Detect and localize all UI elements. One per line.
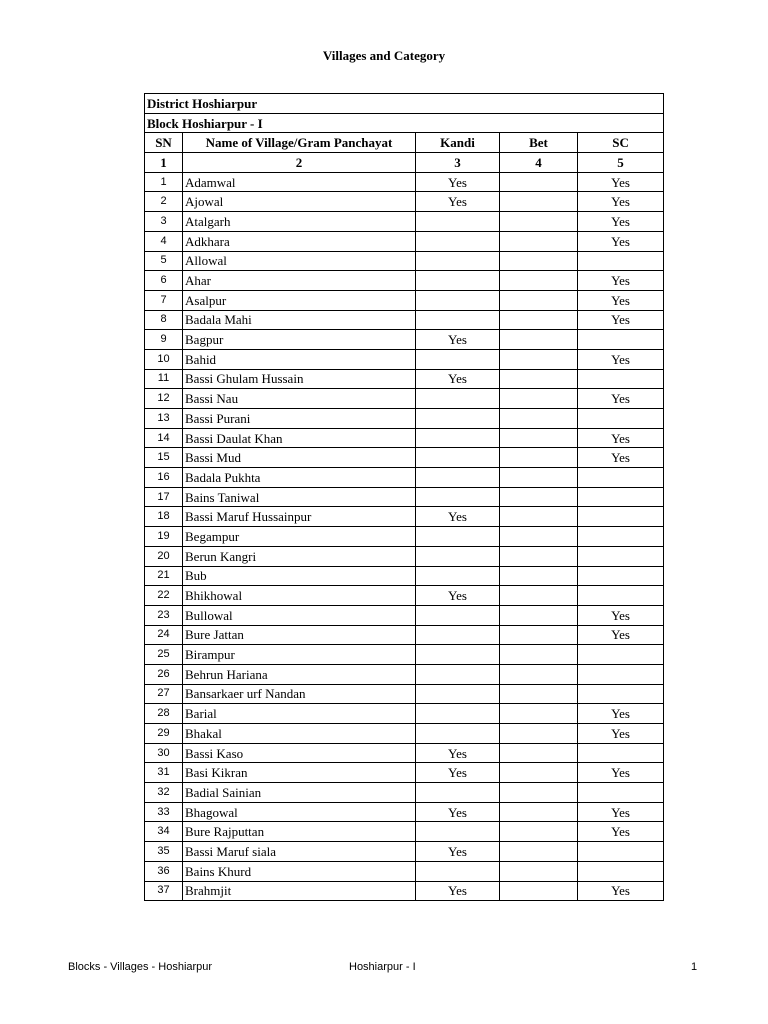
villages-table-body	[145, 94, 664, 901]
row-village-name: Atalgarh	[183, 212, 416, 232]
row-kandi	[416, 389, 500, 409]
row-village-name: Bassi Mud	[183, 448, 416, 468]
row-village-name: Basi Kikran	[183, 763, 416, 783]
row-kandi	[416, 290, 500, 310]
table-row	[145, 468, 664, 488]
row-sn: 12	[145, 389, 183, 409]
district-label: District Hoshiarpur	[145, 94, 664, 114]
row-bet	[500, 842, 578, 862]
row-sc	[578, 251, 664, 271]
row-village-name: Bains Taniwal	[183, 487, 416, 507]
row-sc: Yes	[578, 231, 664, 251]
column-number-1: 1	[145, 153, 183, 173]
row-bet	[500, 290, 578, 310]
row-sc: Yes	[578, 192, 664, 212]
row-bet	[500, 349, 578, 369]
row-sn: 20	[145, 546, 183, 566]
row-sc: Yes	[578, 822, 664, 842]
row-sn: 37	[145, 881, 183, 901]
row-village-name: Bhagowal	[183, 802, 416, 822]
row-village-name: Bassi Maruf Hussainpur	[183, 507, 416, 527]
row-bet	[500, 369, 578, 389]
row-kandi	[416, 231, 500, 251]
column-number-row	[145, 153, 664, 173]
row-kandi: Yes	[416, 192, 500, 212]
row-bet	[500, 605, 578, 625]
row-sc: Yes	[578, 428, 664, 448]
table-row	[145, 172, 664, 192]
row-kandi: Yes	[416, 842, 500, 862]
table-row	[145, 605, 664, 625]
row-village-name: Bub	[183, 566, 416, 586]
row-sc	[578, 527, 664, 547]
table-row	[145, 664, 664, 684]
row-bet	[500, 527, 578, 547]
row-bet	[500, 251, 578, 271]
document-title: Villages and Category	[322, 48, 446, 63]
row-bet	[500, 468, 578, 488]
row-sn: 31	[145, 763, 183, 783]
row-sn: 22	[145, 586, 183, 606]
row-village-name: Bassi Purani	[183, 409, 416, 429]
row-sc: Yes	[578, 605, 664, 625]
row-sn: 17	[145, 487, 183, 507]
row-bet	[500, 724, 578, 744]
row-village-name: Bhakal	[183, 724, 416, 744]
table-row	[145, 684, 664, 704]
table-row	[145, 290, 664, 310]
row-kandi	[416, 664, 500, 684]
table-row	[145, 881, 664, 901]
row-village-name: Bhikhowal	[183, 586, 416, 606]
table-row	[145, 802, 664, 822]
row-bet	[500, 645, 578, 665]
row-village-name: Bassi Daulat Khan	[183, 428, 416, 448]
row-bet	[500, 271, 578, 291]
table-row	[145, 231, 664, 251]
row-village-name: Bassi Ghulam Hussain	[183, 369, 416, 389]
row-kandi	[416, 704, 500, 724]
row-kandi: Yes	[416, 802, 500, 822]
row-sn: 34	[145, 822, 183, 842]
row-sc	[578, 842, 664, 862]
row-bet	[500, 231, 578, 251]
row-sc	[578, 684, 664, 704]
row-sn: 19	[145, 527, 183, 547]
row-sc: Yes	[578, 881, 664, 901]
table-row	[145, 743, 664, 763]
row-village-name: Badial Sainian	[183, 783, 416, 803]
table-row	[145, 822, 664, 842]
row-bet	[500, 428, 578, 448]
block-label: Block Hoshiarpur - I	[145, 113, 664, 133]
row-bet	[500, 546, 578, 566]
table-row	[145, 527, 664, 547]
row-kandi: Yes	[416, 330, 500, 350]
header-bet: Bet	[500, 133, 578, 153]
row-sn: 3	[145, 212, 183, 232]
row-sc	[578, 566, 664, 586]
row-village-name: Badala Pukhta	[183, 468, 416, 488]
row-sc	[578, 783, 664, 803]
row-kandi: Yes	[416, 507, 500, 527]
table-row	[145, 566, 664, 586]
row-bet	[500, 802, 578, 822]
row-sn: 25	[145, 645, 183, 665]
header-sn: SN	[145, 133, 183, 153]
row-sc	[578, 507, 664, 527]
row-kandi	[416, 546, 500, 566]
row-village-name: Badala Mahi	[183, 310, 416, 330]
row-bet	[500, 448, 578, 468]
table-row	[145, 783, 664, 803]
column-number-2: 2	[183, 153, 416, 173]
row-sn: 9	[145, 330, 183, 350]
row-village-name: Begampur	[183, 527, 416, 547]
table-row	[145, 428, 664, 448]
table-row	[145, 487, 664, 507]
table-row	[145, 645, 664, 665]
table-row	[145, 212, 664, 232]
row-kandi	[416, 448, 500, 468]
table-row	[145, 763, 664, 783]
row-sc: Yes	[578, 349, 664, 369]
row-kandi	[416, 645, 500, 665]
row-sn: 5	[145, 251, 183, 271]
row-sc	[578, 468, 664, 488]
table-row	[145, 625, 664, 645]
row-kandi	[416, 605, 500, 625]
row-bet	[500, 409, 578, 429]
row-village-name: Berun Kangri	[183, 546, 416, 566]
row-bet	[500, 684, 578, 704]
row-village-name: Bagpur	[183, 330, 416, 350]
row-bet	[500, 743, 578, 763]
row-sn: 13	[145, 409, 183, 429]
row-sn: 1	[145, 172, 183, 192]
row-village-name: Barial	[183, 704, 416, 724]
row-sn: 7	[145, 290, 183, 310]
row-sc: Yes	[578, 212, 664, 232]
row-sc	[578, 645, 664, 665]
row-kandi	[416, 783, 500, 803]
row-kandi	[416, 625, 500, 645]
row-sc	[578, 369, 664, 389]
table-row	[145, 507, 664, 527]
column-number-5: 5	[578, 153, 664, 173]
table-row	[145, 724, 664, 744]
table-row	[145, 842, 664, 862]
row-bet	[500, 664, 578, 684]
row-bet	[500, 625, 578, 645]
row-sn: 26	[145, 664, 183, 684]
row-village-name: Ahar	[183, 271, 416, 291]
table-row	[145, 546, 664, 566]
row-village-name: Bassi Maruf siala	[183, 842, 416, 862]
district-row	[145, 94, 664, 114]
row-sc	[578, 861, 664, 881]
row-village-name: Allowal	[183, 251, 416, 271]
row-sn: 4	[145, 231, 183, 251]
row-sn: 33	[145, 802, 183, 822]
row-bet	[500, 310, 578, 330]
footer-page-number: 1	[691, 961, 698, 973]
footer-left: Blocks - Villages - Hoshiarpur	[68, 961, 213, 973]
footer-center: Hoshiarpur - I	[349, 961, 416, 973]
row-kandi	[416, 409, 500, 429]
villages-table	[144, 93, 664, 901]
row-bet	[500, 389, 578, 409]
row-sc: Yes	[578, 271, 664, 291]
row-sn: 27	[145, 684, 183, 704]
row-kandi	[416, 861, 500, 881]
row-bet	[500, 881, 578, 901]
row-bet	[500, 192, 578, 212]
header-village-name: Name of Village/Gram Panchayat	[183, 133, 416, 153]
row-kandi	[416, 566, 500, 586]
table-row	[145, 369, 664, 389]
row-sn: 18	[145, 507, 183, 527]
row-bet	[500, 212, 578, 232]
row-bet	[500, 330, 578, 350]
row-sc: Yes	[578, 290, 664, 310]
row-village-name: Bure Rajputtan	[183, 822, 416, 842]
block-row	[145, 113, 664, 133]
row-sc: Yes	[578, 172, 664, 192]
row-kandi	[416, 527, 500, 547]
table-row	[145, 310, 664, 330]
row-kandi	[416, 251, 500, 271]
table-row	[145, 192, 664, 212]
row-kandi: Yes	[416, 881, 500, 901]
row-village-name: Adkhara	[183, 231, 416, 251]
table-row	[145, 861, 664, 881]
table-row	[145, 330, 664, 350]
row-village-name: Birampur	[183, 645, 416, 665]
header-kandi: Kandi	[416, 133, 500, 153]
column-number-4: 4	[500, 153, 578, 173]
row-village-name: Bassi Nau	[183, 389, 416, 409]
row-sn: 8	[145, 310, 183, 330]
row-sc	[578, 409, 664, 429]
row-sc: Yes	[578, 704, 664, 724]
row-kandi: Yes	[416, 586, 500, 606]
row-sc	[578, 330, 664, 350]
row-bet	[500, 822, 578, 842]
row-sn: 15	[145, 448, 183, 468]
row-bet	[500, 586, 578, 606]
row-kandi: Yes	[416, 369, 500, 389]
row-sn: 16	[145, 468, 183, 488]
row-bet	[500, 507, 578, 527]
table-row	[145, 389, 664, 409]
row-sc: Yes	[578, 763, 664, 783]
column-number-3: 3	[416, 153, 500, 173]
table-row	[145, 409, 664, 429]
row-kandi: Yes	[416, 763, 500, 783]
row-sc: Yes	[578, 724, 664, 744]
row-kandi	[416, 684, 500, 704]
row-bet	[500, 487, 578, 507]
column-header-row	[145, 133, 664, 153]
row-sn: 23	[145, 605, 183, 625]
row-kandi	[416, 349, 500, 369]
row-sc: Yes	[578, 802, 664, 822]
row-village-name: Bullowal	[183, 605, 416, 625]
row-sn: 28	[145, 704, 183, 724]
row-bet	[500, 172, 578, 192]
row-kandi	[416, 271, 500, 291]
row-bet	[500, 566, 578, 586]
row-sn: 35	[145, 842, 183, 862]
row-bet	[500, 704, 578, 724]
table-row	[145, 271, 664, 291]
row-sn: 24	[145, 625, 183, 645]
row-village-name: Brahmjit	[183, 881, 416, 901]
row-sn: 29	[145, 724, 183, 744]
row-sn: 10	[145, 349, 183, 369]
row-kandi	[416, 212, 500, 232]
row-village-name: Behrun Hariana	[183, 664, 416, 684]
row-sn: 30	[145, 743, 183, 763]
table-row	[145, 586, 664, 606]
table-row	[145, 349, 664, 369]
row-sn: 2	[145, 192, 183, 212]
row-kandi	[416, 822, 500, 842]
row-kandi	[416, 724, 500, 744]
row-sn: 21	[145, 566, 183, 586]
row-kandi	[416, 310, 500, 330]
row-village-name: Ajowal	[183, 192, 416, 212]
row-sc: Yes	[578, 448, 664, 468]
row-sc: Yes	[578, 625, 664, 645]
row-village-name: Bansarkaer urf Nandan	[183, 684, 416, 704]
row-sc	[578, 586, 664, 606]
row-kandi	[416, 428, 500, 448]
row-sc	[578, 664, 664, 684]
row-kandi	[416, 468, 500, 488]
row-sn: 32	[145, 783, 183, 803]
row-sc	[578, 743, 664, 763]
row-village-name: Asalpur	[183, 290, 416, 310]
row-sn: 36	[145, 861, 183, 881]
row-village-name: Bure Jattan	[183, 625, 416, 645]
row-village-name: Bains Khurd	[183, 861, 416, 881]
row-kandi	[416, 487, 500, 507]
header-sc: SC	[578, 133, 664, 153]
row-sc	[578, 487, 664, 507]
row-bet	[500, 783, 578, 803]
row-sn: 14	[145, 428, 183, 448]
table-row	[145, 704, 664, 724]
row-sn: 11	[145, 369, 183, 389]
row-sc	[578, 546, 664, 566]
table-row	[145, 251, 664, 271]
row-village-name: Bassi Kaso	[183, 743, 416, 763]
row-sc: Yes	[578, 310, 664, 330]
row-sc: Yes	[578, 389, 664, 409]
table-row	[145, 448, 664, 468]
row-bet	[500, 861, 578, 881]
row-bet	[500, 763, 578, 783]
row-village-name: Bahid	[183, 349, 416, 369]
row-kandi: Yes	[416, 172, 500, 192]
row-kandi: Yes	[416, 743, 500, 763]
row-sn: 6	[145, 271, 183, 291]
row-village-name: Adamwal	[183, 172, 416, 192]
